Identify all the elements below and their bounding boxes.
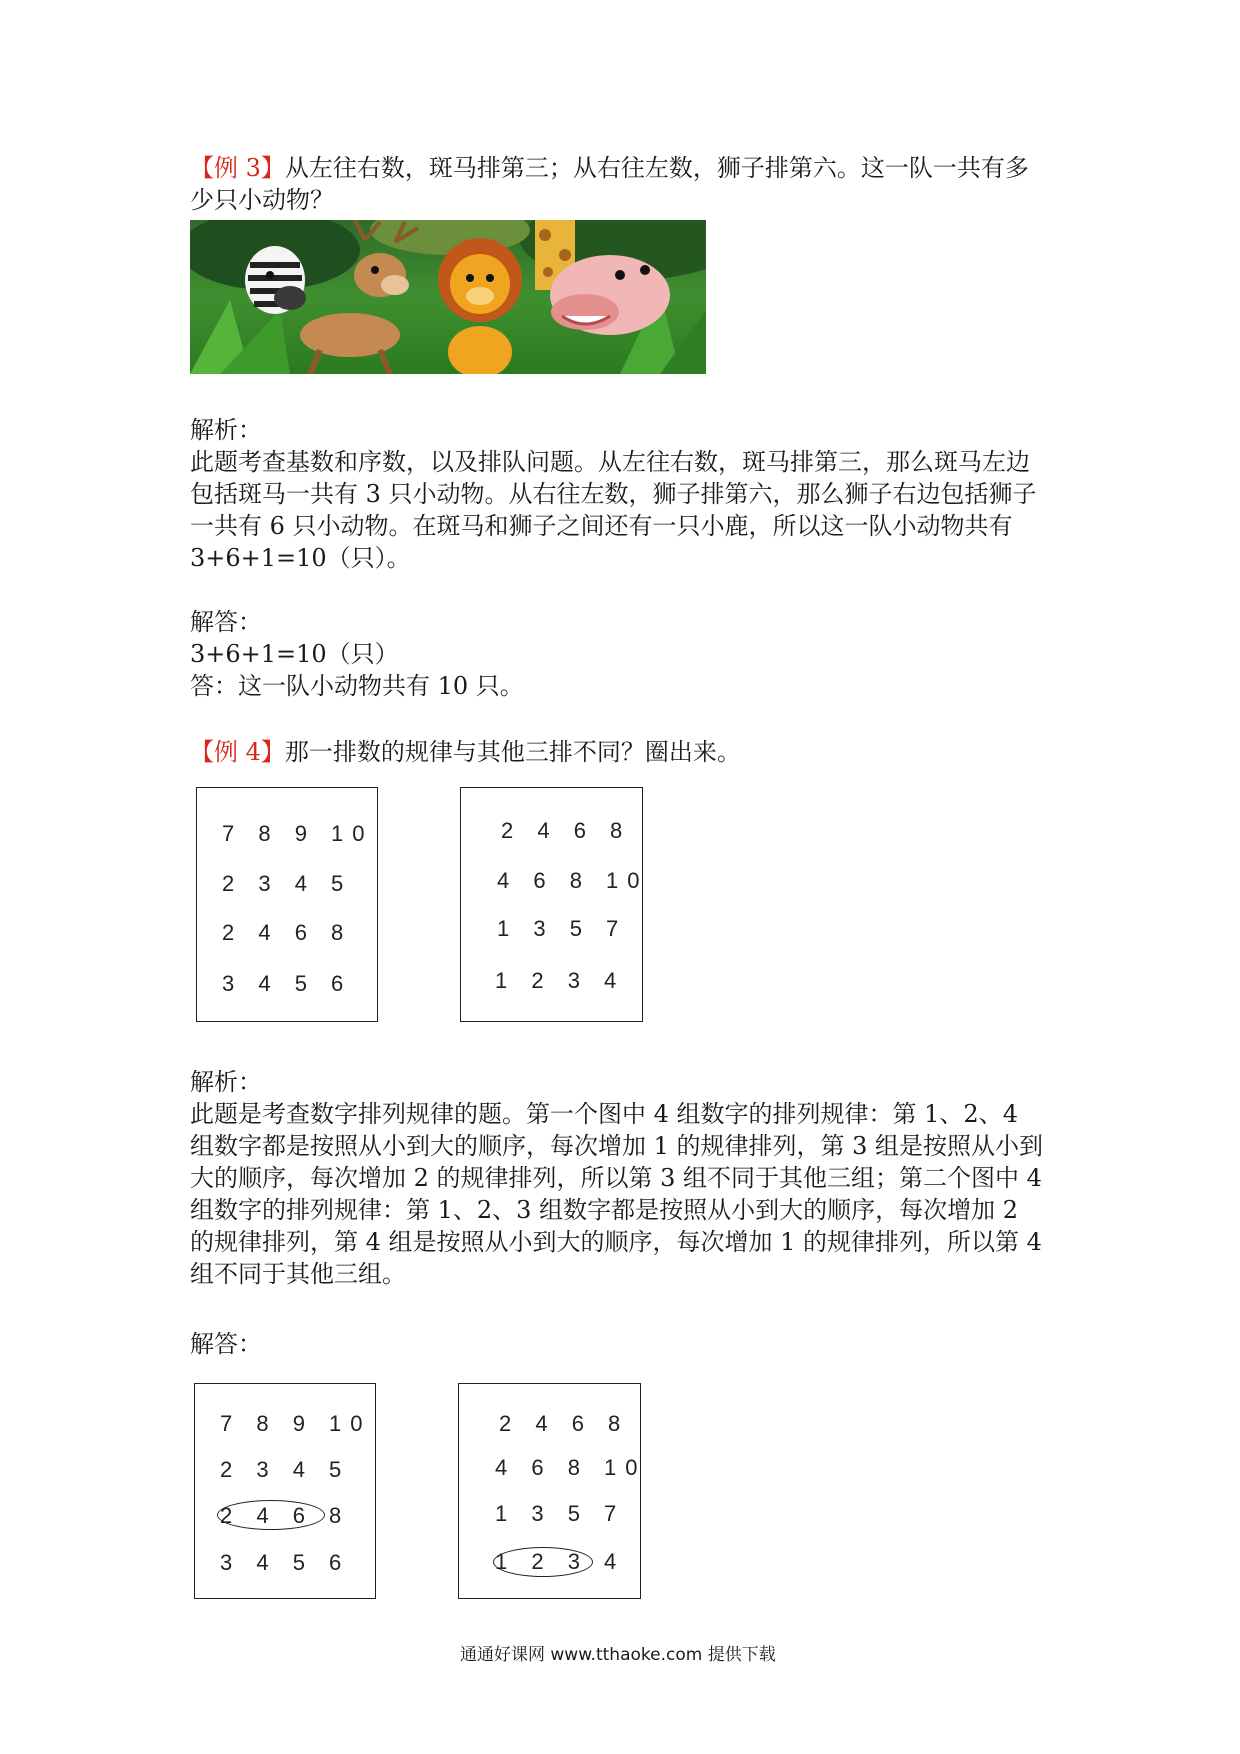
grid-row: 3 4 5 6: [222, 971, 353, 996]
example3-tag: 【例 3】: [190, 154, 285, 182]
grid-row: 2 4 6 8: [222, 920, 353, 945]
question-grid-2: [460, 787, 649, 1022]
grid-row: 4 6 8 10: [495, 1455, 647, 1480]
grid-row: 7 8 9 10: [222, 821, 374, 846]
grid-row: 1 3 5 7: [495, 1501, 626, 1526]
example3-question-text: 从左往右数，斑马排第三；从右往左数，狮子排第六。这一队一共有多: [284, 154, 1029, 182]
answer-grid-2: [458, 1383, 647, 1599]
example3-answer-line: 答：这一队小动物共有 10 只。: [190, 672, 524, 700]
answer-grid-1: [194, 1383, 376, 1599]
question-grid-1: [196, 787, 378, 1022]
example4-analysis-line: 组数字都是按照从小到大的顺序，每次增加 1 的规律排列，第 3 组是按照从小到: [190, 1132, 1044, 1160]
grid-row: 2 4 6 8: [501, 818, 632, 843]
example3-analysis-line: 包括斑马一共有 3 只小动物。从右往左数，狮子排第六，那么狮子右边包括狮子: [190, 480, 1037, 508]
grid-row: 2 3 4 5: [222, 871, 353, 896]
hippo-figure: [550, 255, 670, 335]
example4-analysis-label: 解析：: [190, 1068, 262, 1096]
example3-analysis-line: 一共有 6 只小动物。在斑马和狮子之间还有一只小鹿，所以这一队小动物共有: [190, 512, 1013, 540]
example3-analysis-line: 3+6+1=10（只）。: [190, 544, 411, 572]
example4-question-text: 那一排数的规律与其他三排不同？圈出来。: [284, 738, 741, 766]
grid-row-circled: 1 2 3 4: [495, 1549, 626, 1574]
answer-circle: [493, 1547, 593, 1577]
grid-row: 1 2 3 4: [495, 968, 626, 993]
example3-question-line1: [190, 152, 1029, 185]
example3-answer-label: 解答：: [190, 608, 262, 636]
grid-row: 2 4 6 8: [499, 1411, 630, 1436]
example4-tag: 【例 4】: [190, 738, 285, 766]
grid-row: 4 6 8 10: [497, 868, 649, 893]
example3-question-line2: 少只小动物？: [190, 186, 334, 214]
example4-question: [190, 736, 741, 769]
example3-answer-line: 3+6+1=10（只）: [190, 640, 399, 668]
example4-analysis-line: 此题是考查数字排列规律的题。第一个图中 4 组数字的排列规律：第 1、2、4: [190, 1100, 1018, 1128]
example4-answer-label: 解答：: [190, 1330, 262, 1358]
answer-circle: [217, 1500, 325, 1530]
example4-analysis-line: 大的顺序，每次增加 2 的规律排列，所以第 3 组不同于其他三组；第二个图中 4: [190, 1164, 1042, 1192]
grid-row: 7 8 9 10: [220, 1411, 372, 1436]
lion-figure: [438, 238, 522, 374]
example3-analysis-line: 此题考查基数和序数，以及排队问题。从左往右数，斑马排第三，那么斑马左边: [190, 448, 1030, 476]
grid-row: 1 3 5 7: [497, 916, 628, 941]
grid-row: 2 3 4 5: [220, 1457, 351, 1482]
page-footer: 通通好课网 www.tthaoke.com 提供下载: [460, 1645, 776, 1665]
example4-analysis-line: 组不同于其他三组。: [190, 1260, 406, 1288]
example4-analysis-line: 的规律排列，第 4 组是按照从小到大的顺序，每次增加 1 的规律排列，所以第 4: [190, 1228, 1042, 1256]
example3-analysis-label: 解析：: [190, 416, 262, 444]
grid-row-circled: 2 4 6 8: [220, 1503, 351, 1528]
grid-row: 3 4 5 6: [220, 1550, 351, 1575]
animals-illustration: [190, 220, 706, 374]
example4-analysis-line: 组数字的排列规律：第 1、2、3 组数字都是按照从小到大的顺序，每次增加 2: [190, 1196, 1018, 1224]
